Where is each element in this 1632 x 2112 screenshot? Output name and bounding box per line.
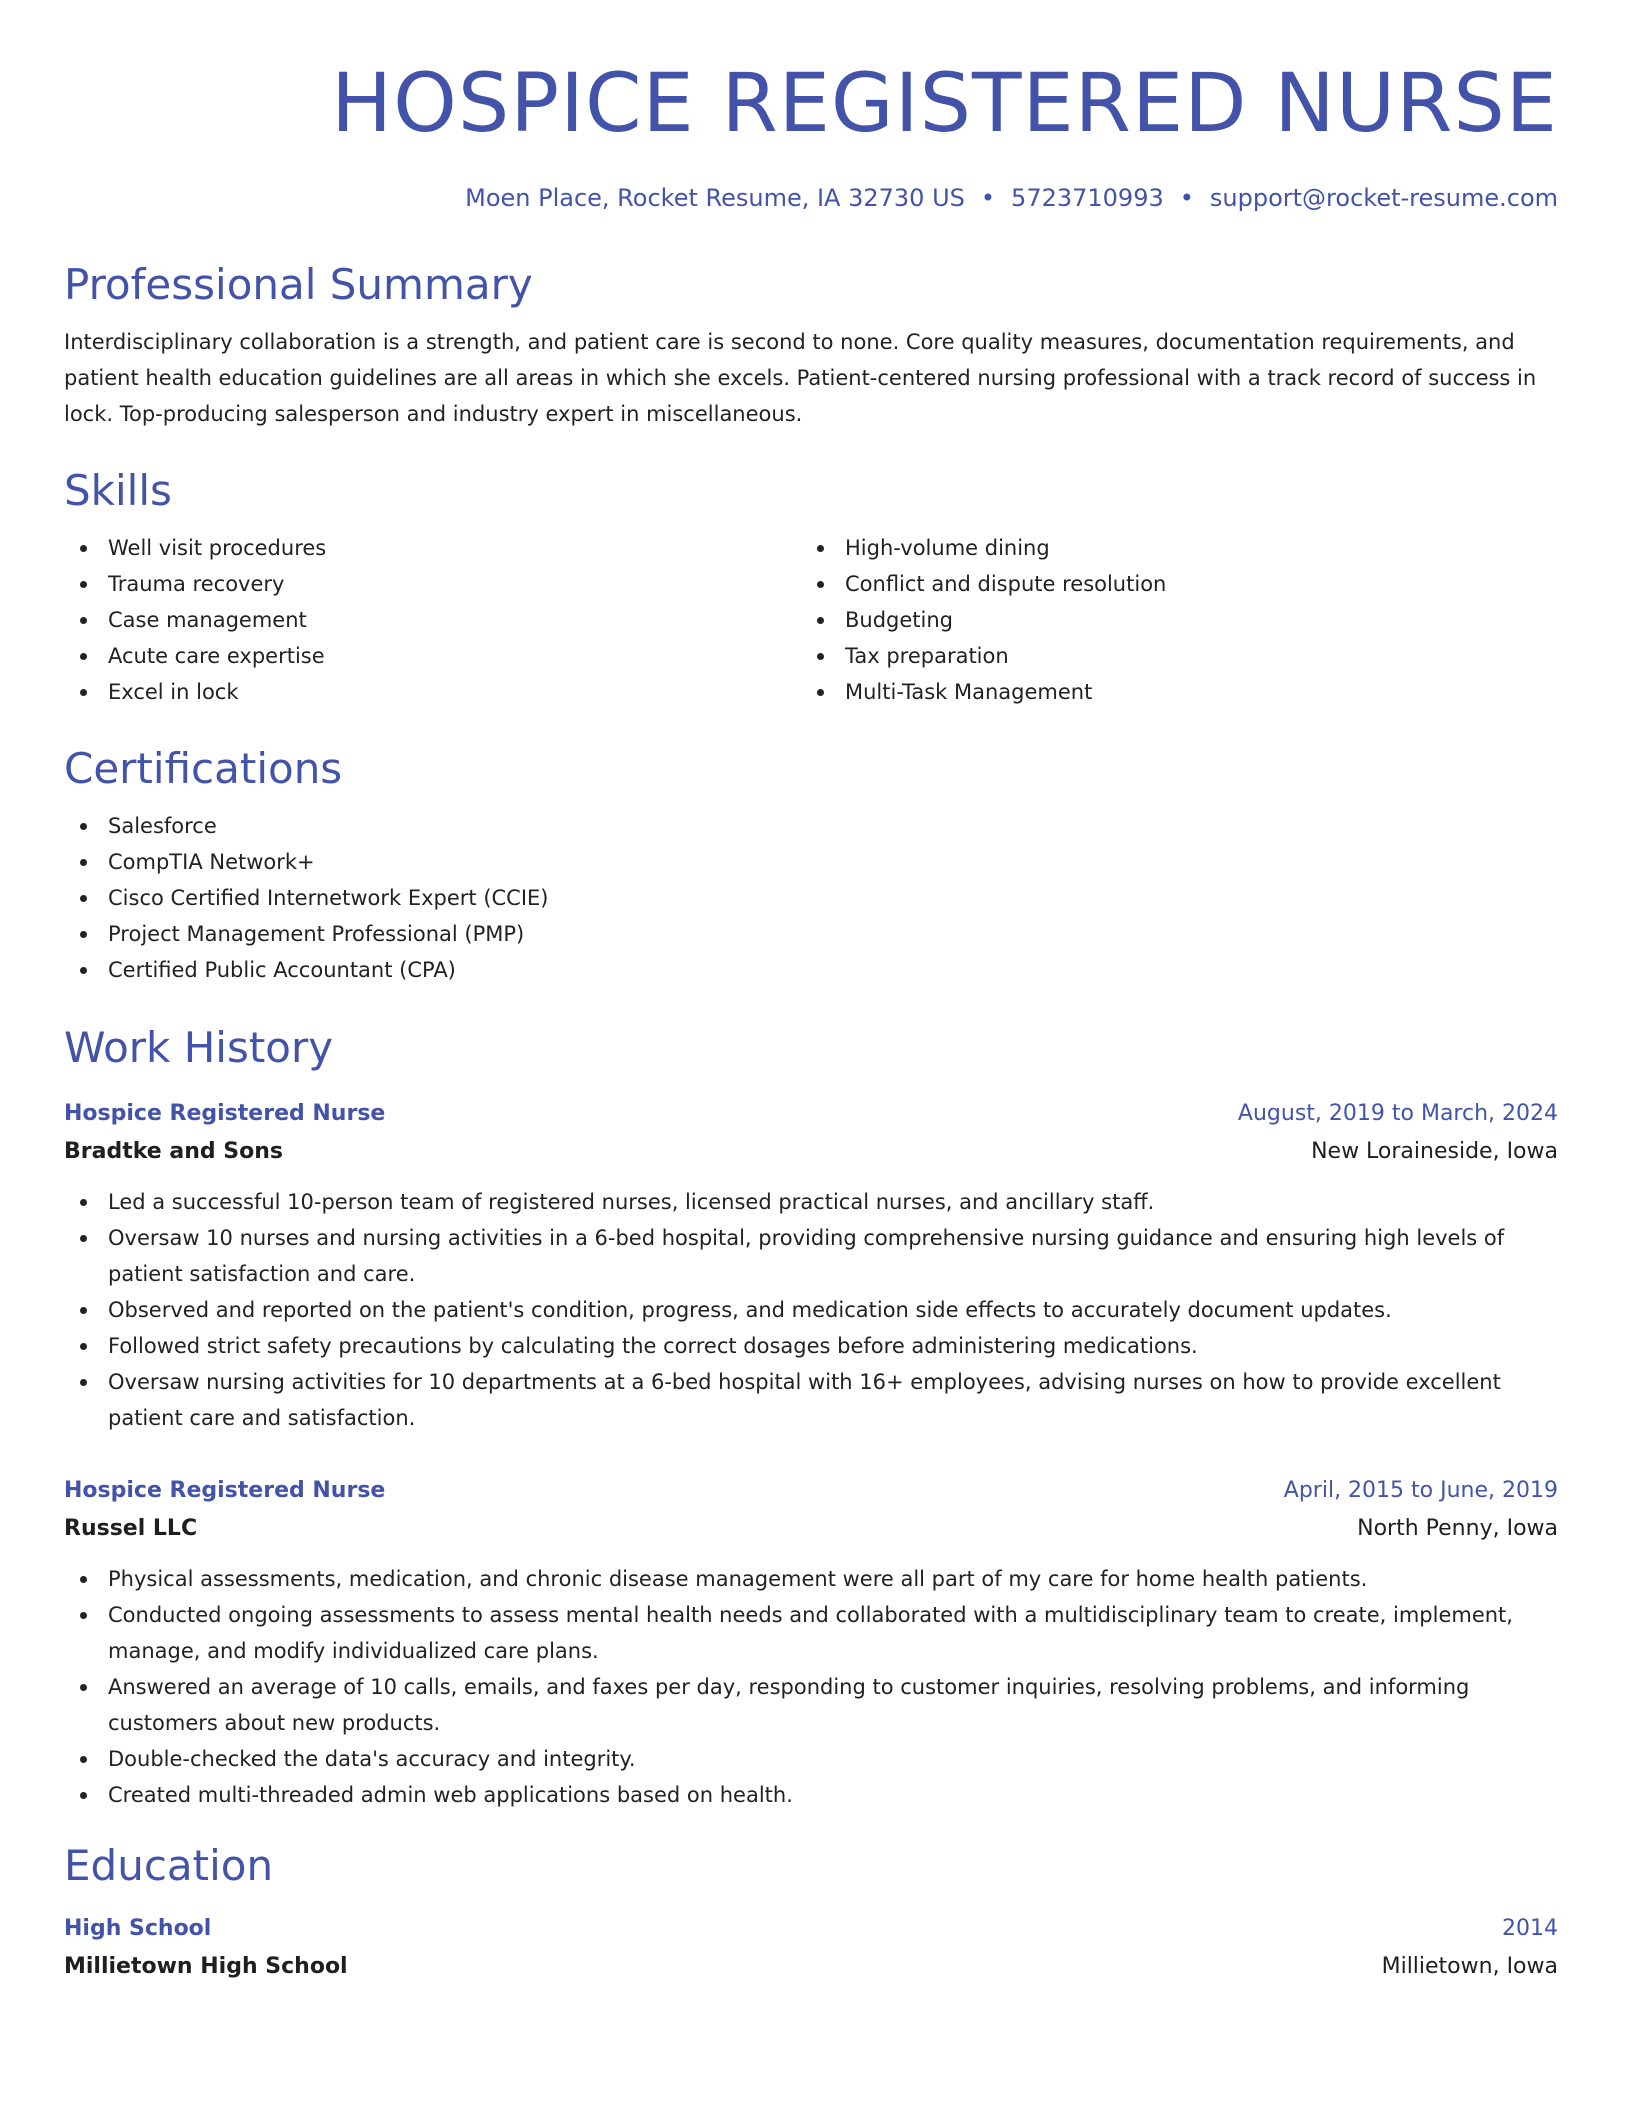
job-entry (64, 1095, 1558, 1436)
contact-line (64, 182, 1558, 214)
contact-separator: • (980, 184, 996, 212)
education-header (64, 1910, 1558, 1948)
job-duty-item: Led a successful 10-person team of registered nurses, licensed practical nurses, and ancillary staff. (64, 1184, 1558, 1220)
contact-address: Moen Place, Rocket Resume, IA 32730 US (465, 184, 965, 212)
work-history-heading: Work History (64, 1023, 334, 1072)
job-location: North Penny, Iowa (1357, 1516, 1558, 1541)
skills-list-left (64, 530, 801, 710)
certifications-section (64, 743, 1558, 988)
skills-list-right (801, 530, 1558, 710)
job-duty-item: Oversaw nursing activities for 10 departments at a 6-bed hospital with 16+ employees, advising nurses on how to provide excellent patient care and satisfaction. (64, 1364, 1558, 1436)
skills-heading: Skills (64, 466, 172, 515)
skills-columns (64, 530, 1558, 710)
resume-page (64, 0, 1558, 1979)
job-duty-item: Oversaw 10 nurses and nursing activities in a 6-bed hospital, providing comprehensive nursing guidance and ensuring high levels of patient satisfaction and care. (64, 1220, 1558, 1292)
job-title: Hospice Registered Nurse (64, 1478, 386, 1503)
job-duty-item: Answered an average of 10 calls, emails, and faxes per day, responding to customer inquiries, resolving problems, and informing customers about new products. (64, 1669, 1558, 1741)
job-header (64, 1095, 1558, 1133)
skills-section (64, 465, 1558, 710)
job-header (64, 1472, 1558, 1510)
education-section (64, 1840, 1558, 1986)
skill-item: Trauma recovery (64, 566, 801, 602)
job-duty-item: Physical assessments, medication, and chronic disease management were all part of my care for home health patients. (64, 1561, 1558, 1597)
job-duties-list (64, 1561, 1558, 1813)
job-employer: Bradtke and Sons (64, 1139, 283, 1164)
job-duty-item: Created multi-threaded admin web applications based on health. (64, 1777, 1558, 1813)
skill-item: Well visit procedures (64, 530, 801, 566)
job-dates: April, 2015 to June, 2019 (1283, 1478, 1558, 1503)
job-title: Hospice Registered Nurse (64, 1101, 386, 1126)
education-year: 2014 (1502, 1916, 1558, 1941)
certification-item: CompTIA Network+ (64, 844, 1558, 880)
job-duty-item: Observed and reported on the patient's condition, progress, and medication side effects to accurately document updates. (64, 1292, 1558, 1328)
education-heading: Education (64, 1841, 274, 1890)
education-location: Millietown, Iowa (1381, 1954, 1558, 1979)
summary-heading: Professional Summary (64, 260, 533, 309)
job-duty-item: Conducted ongoing assessments to assess mental health needs and collaborated with a multidisciplinary team to create, implement, manage, and modify individualized care plans. (64, 1597, 1558, 1669)
certification-item: Certified Public Accountant (CPA) (64, 952, 1558, 988)
certification-item: Salesforce (64, 808, 1558, 844)
skill-item: Tax preparation (801, 638, 1558, 674)
job-location: New Loraineside, Iowa (1311, 1139, 1558, 1164)
summary-text: Interdisciplinary collaboration is a strength, and patient care is second to none. Core quality measures, documentation requirements, and patient health education guidelines are all areas in which she excels. Patient-centered nursing professional with a track record of success in lock. Top-producing salesperson and industry expert in miscellaneous. (64, 330, 1537, 426)
job-dates: August, 2019 to March, 2024 (1237, 1101, 1558, 1126)
education-degree: High School (64, 1916, 212, 1941)
skill-item: Multi-Task Management (801, 674, 1558, 710)
job-duties-list (64, 1184, 1558, 1436)
summary-section (64, 259, 1558, 432)
job-entry (64, 1472, 1558, 1813)
certification-item: Cisco Certified Internetwork Expert (CCIE) (64, 880, 1558, 916)
contact-email[interactable]: support@rocket-resume.com (1209, 184, 1558, 212)
skill-item: Excel in lock (64, 674, 801, 710)
skill-item: Budgeting (801, 602, 1558, 638)
skill-item: Case management (64, 602, 801, 638)
skill-item: Conflict and dispute resolution (801, 566, 1558, 602)
job-subheader (64, 1133, 1558, 1171)
contact-separator: • (1179, 184, 1194, 212)
job-employer: Russel LLC (64, 1516, 198, 1541)
contact-phone: 5723710993 (1011, 184, 1164, 212)
certification-item: Project Management Professional (PMP) (64, 916, 1558, 952)
certifications-list (64, 808, 1558, 988)
education-subheader (64, 1948, 1558, 1986)
job-duty-item: Double-checked the data's accuracy and integrity. (64, 1741, 1558, 1777)
certifications-heading: Certifications (64, 744, 343, 793)
resume-name: HOSPICE REGISTERED NURSE (331, 57, 1558, 151)
job-subheader (64, 1510, 1558, 1548)
education-entry (64, 1910, 1558, 1986)
education-school: Millietown High School (64, 1954, 348, 1979)
skill-item: High-volume dining (801, 530, 1558, 566)
skill-item: Acute care expertise (64, 638, 801, 674)
job-duty-item: Followed strict safety precautions by calculating the correct dosages before administering medications. (64, 1328, 1558, 1364)
work-history-section (64, 1022, 1558, 1074)
